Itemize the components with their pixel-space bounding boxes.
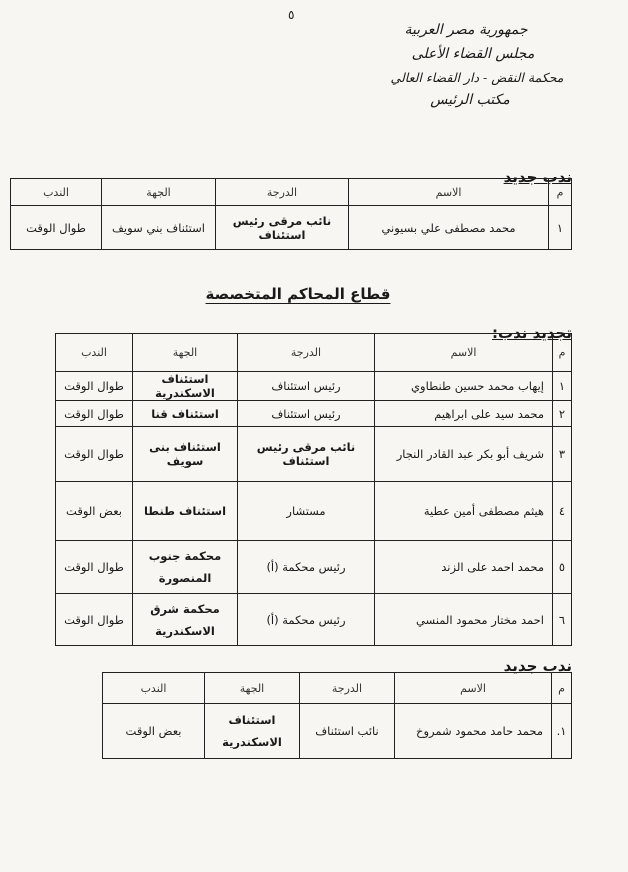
cell-body: محكمة شرق الاسكندرية [133, 594, 238, 646]
table-row [56, 594, 572, 646]
new-assignment-table-1 [10, 178, 572, 250]
column-header: الاسم [395, 673, 552, 704]
column-header: الدرجة [300, 673, 395, 704]
cell-index: ١. [552, 704, 572, 759]
cell-assignment: طوال الوقت [11, 206, 102, 250]
table-header-row [56, 334, 572, 372]
table-header-row [103, 673, 572, 704]
cell-rank: رئيس استئناف [238, 372, 375, 401]
table-row [11, 206, 572, 250]
cell-name: محمد مصطفى علي بسيوني [349, 206, 549, 250]
column-header: الدرجة [238, 334, 375, 372]
cell-body: استئناف بني سويف [102, 206, 216, 250]
cell-body: استئناف بنى سويف [133, 427, 238, 482]
column-header: م [552, 673, 572, 704]
table-row [56, 427, 572, 482]
section-label-renewal: تجديد ندب: [492, 324, 572, 342]
cell-rank: رئيس محكمة (أ) [238, 541, 375, 594]
cell-index: ١ [553, 372, 572, 401]
cell-rank: رئيس استئناف [238, 401, 375, 427]
cell-rank: نائب مرقى رئيس استئناف [238, 427, 375, 482]
cell-rank: نائب استئناف [300, 704, 395, 759]
new-assignment-table-2 [102, 672, 572, 759]
cell-rank: رئيس محكمة (أ) [238, 594, 375, 646]
cell-name: احمد مختار محمود المنسي [375, 594, 553, 646]
cell-assignment: بعض الوقت [56, 482, 133, 541]
renewal-table [55, 333, 572, 646]
letterhead-line: مكتب الرئيس [430, 92, 510, 108]
letterhead-line: مجلس القضاء الأعلى [411, 46, 535, 62]
column-header: الاسم [349, 179, 549, 206]
sector-title: قطاع المحاكم المتخصصة [205, 285, 391, 303]
column-header: الندب [103, 673, 205, 704]
column-header: الجهة [205, 673, 300, 704]
cell-assignment: طوال الوقت [56, 541, 133, 594]
table-row [56, 541, 572, 594]
column-header: الندب [11, 179, 102, 206]
column-header: الندب [56, 334, 133, 372]
section-label-new-assignment-2: ندب جديد [503, 657, 572, 675]
column-header: م [549, 179, 572, 206]
column-header: الاسم [375, 334, 553, 372]
cell-index: ٤ [553, 482, 572, 541]
cell-assignment: بعض الوقت [103, 704, 205, 759]
cell-name: شريف أبو بكر عبد القادر النجار [375, 427, 553, 482]
cell-assignment: طوال الوقت [56, 401, 133, 427]
table-header-row [11, 179, 572, 206]
cell-name: محمد حامد محمود شمروخ [395, 704, 552, 759]
table-row [103, 704, 572, 759]
table-row [56, 372, 572, 401]
cell-body: استئناف الاسكندرية [133, 372, 238, 401]
letterhead [360, 18, 580, 112]
cell-index: ٣ [553, 427, 572, 482]
cell-index: ٥ [553, 541, 572, 594]
cell-body: استئناف طنطا [133, 482, 238, 541]
table-row [56, 401, 572, 427]
page-number: ٥ [288, 8, 295, 22]
letterhead-line: جمهورية مصر العربية [404, 22, 528, 38]
cell-rank: مستشار [238, 482, 375, 541]
cell-index: ٦ [553, 594, 572, 646]
cell-index: ٢ [553, 401, 572, 427]
table-row [56, 482, 572, 541]
column-header: الدرجة [216, 179, 349, 206]
cell-index: ١ [549, 206, 572, 250]
cell-assignment: طوال الوقت [56, 427, 133, 482]
cell-name: إيهاب محمد حسين طنطاوي [375, 372, 553, 401]
cell-name: محمد احمد على الزند [375, 541, 553, 594]
cell-name: محمد سيد على ابراهيم [375, 401, 553, 427]
cell-body: استئناف الاسكندرية [205, 704, 300, 759]
cell-assignment: طوال الوقت [56, 372, 133, 401]
letterhead-line: محكمة النقض - دار القضاء العالي [390, 70, 564, 85]
cell-rank: نائب مرقى رئيس استئناف [216, 206, 349, 250]
cell-body: استئناف قنا [133, 401, 238, 427]
cell-name: هيثم مصطفى أمين عطية [375, 482, 553, 541]
column-header: الجهة [133, 334, 238, 372]
column-header: الجهة [102, 179, 216, 206]
cell-assignment: طوال الوقت [56, 594, 133, 646]
section-label-new-assignment: ندب جديد [503, 168, 572, 186]
cell-body: محكمة جنوب المنصورة [133, 541, 238, 594]
column-header: م [553, 334, 572, 372]
